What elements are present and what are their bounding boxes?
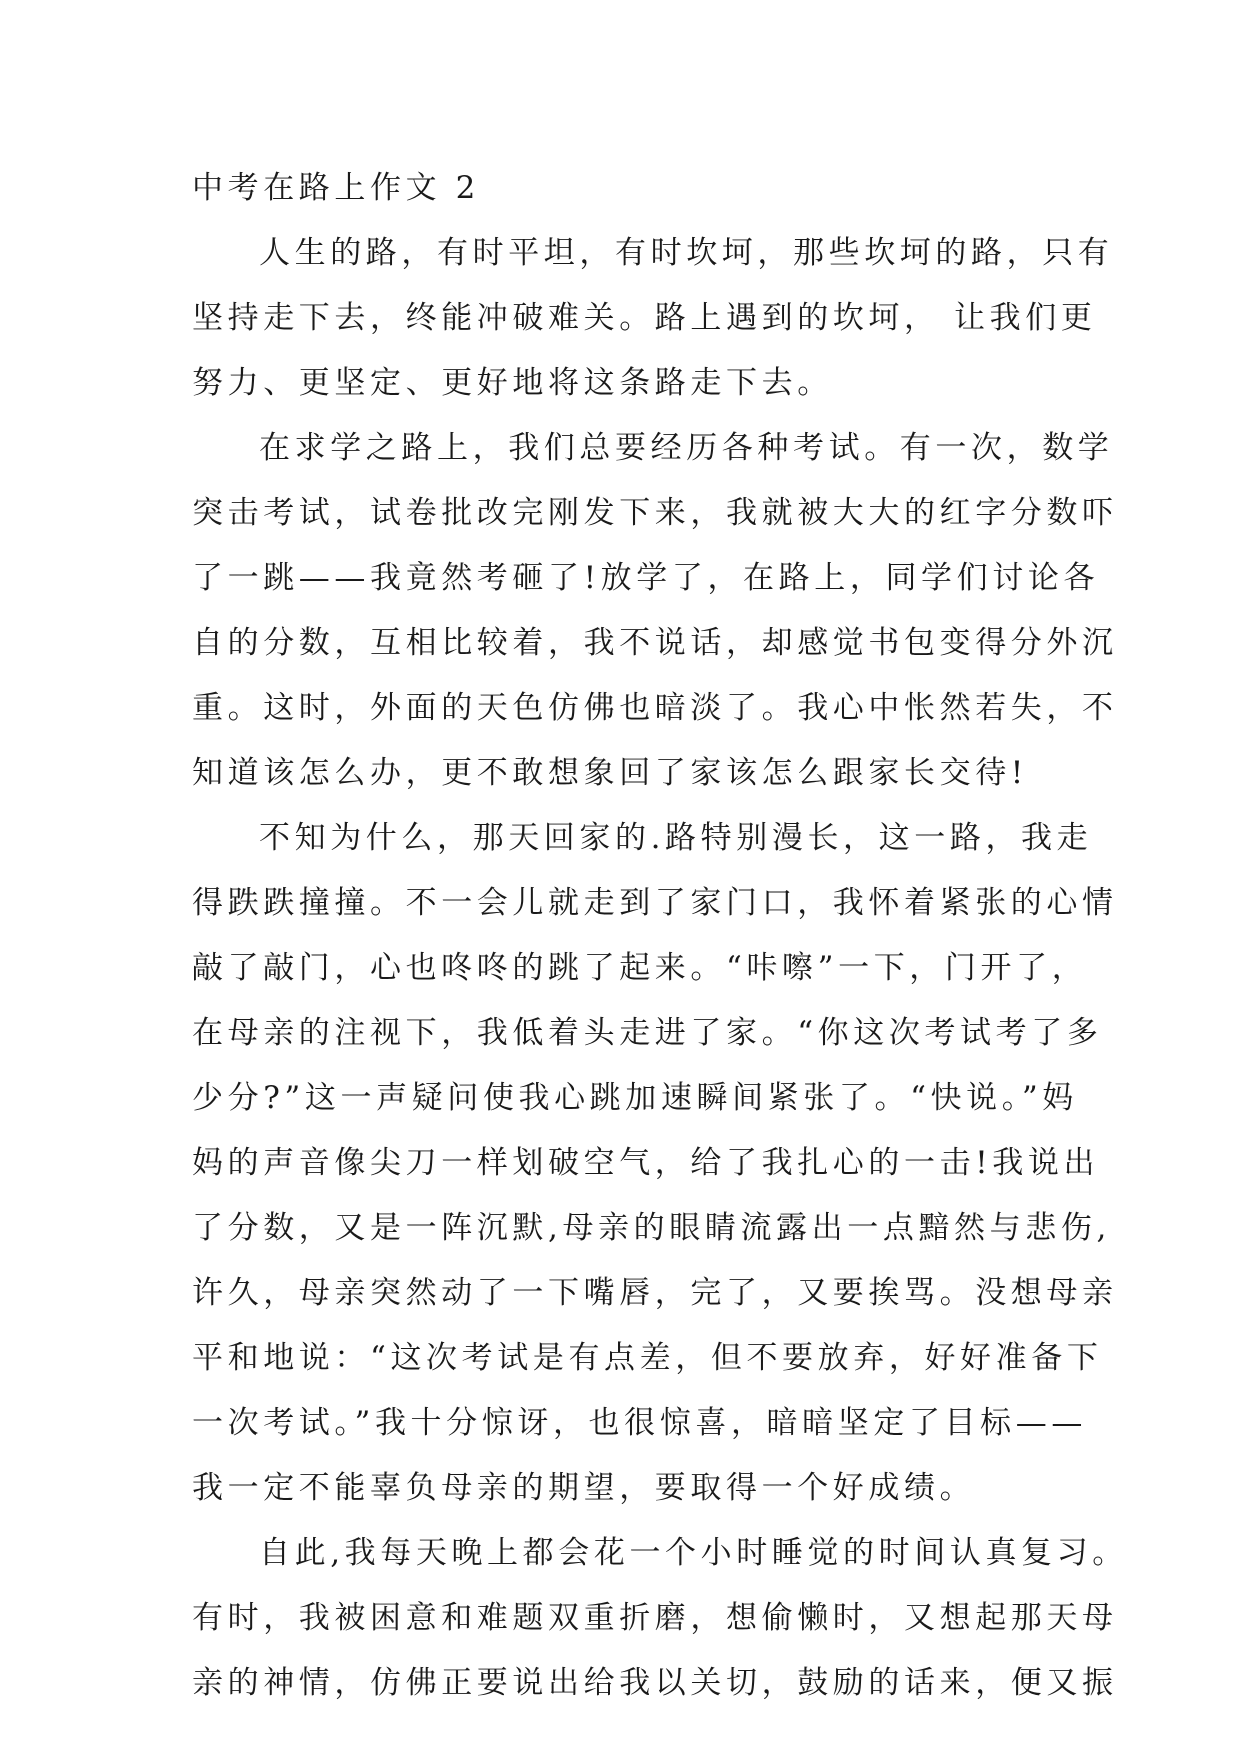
paragraph-3-line-5: 少分?”这一声疑问使我心跳加速瞬间紧张了。“快说。”妈 (192, 1080, 1078, 1116)
paragraph-2-line-3: 了一跳——我竟然考砸了!放学了，在路上，同学们讨论各 (192, 560, 1100, 596)
paragraph-3-line-11: 我一定不能辜负母亲的期望，要取得一个好成绩。 (192, 1470, 976, 1506)
paragraph-2-line-5: 重。这时，外面的天色仿佛也暗淡了。我心中怅然若失，不 (192, 690, 1118, 726)
paragraph-2-line-2: 突击考试，试卷批改完刚发下来，我就被大大的红字分数吓 (192, 495, 1118, 531)
paragraph-3-line-3: 敲了敲门，心也咚咚的跳了起来。“咔嚓”一下，门开了， (192, 950, 1088, 986)
paragraph-3-line-7: 了分数，又是一阵沉默,母亲的眼睛流露出一点黯然与悲伤, (192, 1210, 1111, 1246)
paragraph-2-line-4: 自的分数，互相比较着，我不说话，却感觉书包变得分外沉 (192, 625, 1118, 661)
paragraph-1-line-1: 人生的路，有时平坦，有时坎坷，那些坎坷的路，只有 (259, 235, 1114, 271)
paragraph-1-line-3: 努力、更坚定、更好地将这条路走下去。 (192, 365, 833, 401)
paragraph-3-line-10: 一次考试。”我十分惊讶，也很惊喜，暗暗坚定了目标—— (192, 1405, 1087, 1441)
paragraph-3-line-9: 平和地说：“这次考试是有点差，但不要放弃，好好准备下 (192, 1340, 1103, 1376)
paragraph-3-line-6: 妈的声音像尖刀一样划破空气，给了我扎心的一击!我说出 (192, 1145, 1100, 1181)
essay-body (192, 164, 1128, 1724)
paragraph-4-line-1: 自此,我每天晚上都会花一个小时睡觉的时间认真复习。 (259, 1535, 1128, 1571)
paragraph-1-line-2: 坚持走下去，终能冲破难关。路上遇到的坎坷， 让我们更 (192, 300, 1097, 336)
paragraph-3-line-1: 不知为什么，那天回家的.路特别漫长，这一路，我走 (259, 820, 1093, 856)
paragraph-2-line-6: 知道该怎么办，更不敢想象回了家该怎么跟家长交待! (192, 755, 1028, 791)
paragraph-4-line-2: 有时，我被困意和难题双重折磨，想偷懒时，又想起那天母 (192, 1600, 1118, 1636)
paragraph-3-line-2: 得跌跌撞撞。不一会儿就走到了家门口，我怀着紧张的心情 (192, 885, 1118, 921)
essay-title: 中考在路上作文 2 (192, 170, 480, 206)
paragraph-3-line-4: 在母亲的注视下，我低着头走进了家。“你这次考试考了多 (192, 1015, 1103, 1051)
paragraph-3-line-8: 许久，母亲突然动了一下嘴唇，完了，又要挨骂。没想母亲 (192, 1275, 1118, 1311)
paragraph-2-line-1: 在求学之路上，我们总要经历各种考试。有一次，数学 (259, 430, 1114, 466)
paragraph-4-line-3: 亲的神情，仿佛正要说出给我以关切，鼓励的话来，便又振 (192, 1665, 1118, 1701)
